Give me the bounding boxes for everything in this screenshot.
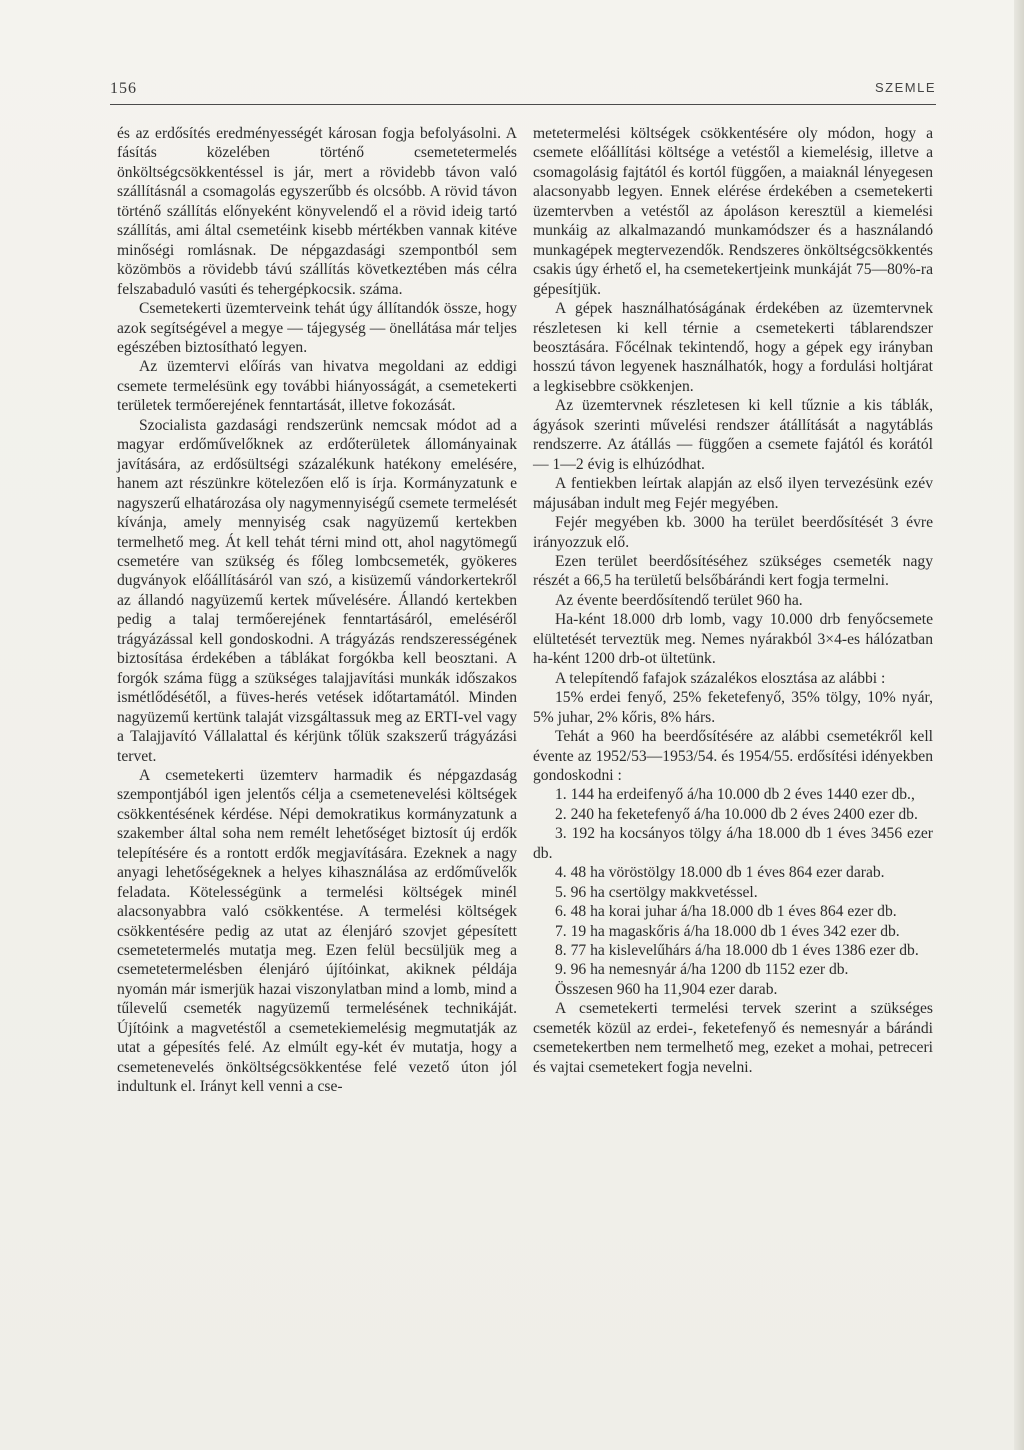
page-header — [110, 80, 936, 110]
paragraph: 8. 77 ha kislevelűhárs á/ha 18.000 db 1 éves 1386 ezer db. — [555, 942, 919, 960]
paragraph: Tehát a 960 ha beerdősítésére az alábbi csemetékről kell évente az 1952/53—1953/54. és 1954/55. erdősítési idényekben gondoskodni : — [533, 728, 933, 784]
paragraph: Csemetekerti üzemterveink tehát úgy állítandók össze, hogy azok segítségével a megye — tájegység — önellátása már teljes egészében biztosítható legyen. — [117, 300, 517, 356]
paragraph: 4. 48 ha vöröstölgy 18.000 db 1 éves 864 ezer darab. — [555, 864, 885, 882]
paragraph: A csemetekerti üzemterv harmadik és népgazdaság szempontjából igen jelentős célja a csemetenevelési költségek csökkentésének kérdése. Népi demokratikus kormányzatunk a szakember által soha nem remélt lehetőséget biztosít új erdők telepítésére és a rontott erdők megjavítására. Ezeknek a nagy anyagi lehetőségeknek a helyes kihasználása az erdőművelők feladata. Kötelességünk a termelési költségek minél alacsonyabbra való csökkentése. A termelési költségek csökkentésére pedig az utat az élenjáró szovjet gépesített csemetetermelés mutatja meg. Ezen felül becsüljük meg a csemetetermelésben élenjáró újítóinkat, akiknek példája nyomán már ismerjük hazai viszonylatban mind a lomb, mind a tűlevelű csemeték nagyüzemű termelésének technikáját. Újítóink a magvetéstől a csemetekiemelésig megmutatják az utat a gépesítés felé. Az elmúlt egy-két év mutatja, hogy a csemetenevelés önköltségcsökkentése felé vezető úton jól indultunk el. Irányt kell venni a cse- — [117, 766, 517, 1096]
right-column — [533, 124, 933, 1077]
paragraph: Összesen 960 ha 11,904 ezer darab. — [555, 980, 778, 998]
paragraph: metetermelési költségek csökkentésére oly módon, hogy a csemete előállítási költsége a vetéstől a kiemelésig, illetve a csomagolásig fajtától és kortól függően, a maiaknál lényegesen alacsonyabb legyen. Ennek elérése érdekében a csemetekerti üzemtervben a vetéstől az ápoláson keresztül a kiemelési munkáig az alkalmazandó munkamódszer és a használandó munkagépek megtervezendők. Rendszeres önköltségcsökkentés csakis úgy érhető el, ha csemetekertjeink munkáját 75—80%-ra gépesítjük. — [533, 125, 933, 298]
paragraph: Ezen terület beerdősítéséhez szükséges csemeték nagy részét a 66,5 ha területű belsőbárándi kert fogja termelni. — [533, 552, 933, 590]
paragraph: Az évente beerdősítendő terület 960 ha. — [555, 591, 803, 609]
paragraph: és az erdősítés eredményességét károsan fogja befolyásolni. A fásítás közelében történő csemetetermelés önköltségcsökkentéssel is jár, mert a rövidebb távon való szállításnál a csomagolás egyszerűbb és olcsóbb. A rövid távon történő szállítás előnyeként könyvelendő el a rövid ideig tartó szállítás, ami által csemetéink kisebb mértékben vannak kitéve minőségi romlásnak. De népgazdasági szempontból sem közömbös a rövidebb távú szállítás következtében más célra felszabaduló vasúti és tehergépkocsik. száma. — [117, 125, 517, 298]
paragraph: 7. 19 ha magaskőris á/ha 18.000 db 1 éves 342 ezer db. — [555, 922, 900, 940]
paragraph: 15% erdei fenyő, 25% feketefenyő, 35% tölgy, 10% nyár, 5% juhar, 2% kőris, 8% hárs. — [533, 689, 933, 726]
paragraph: Az üzemtervnek részletesen ki kell tűznie a kis táblák, ágyások szerinti művelési rendszer átállítását a nagytáblás rendszerre. Az átállás — függően a csemete fajától és korától — 1—2 évig is elhúzódhat. — [533, 397, 933, 473]
paragraph: Az üzemtervi előírás van hivatva megoldani az eddigi csemete termelésünk egy további hiányosságát, a csemetekerti területek termőerejének fenntartását, illetve fokozását. — [117, 358, 517, 415]
paragraph: Fejér megyében kb. 3000 ha terület beerdősítését 3 évre irányozzuk elő. — [533, 514, 933, 551]
page-number: 156 — [110, 80, 137, 97]
paragraph: 9. 96 ha nemesnyár á/ha 1200 db 1152 ezer db. — [555, 961, 849, 979]
paragraph: Ha-ként 18.000 drb lomb, vagy 10.000 drb fenyőcsemete elültetését terveztük meg. Nemes nyárakból 3×4-es hálózatban ha-ként 1200 drb-ot ültetünk. — [533, 611, 933, 668]
paragraph: 6. 48 ha korai juhar á/ha 18.000 db 1 éves 864 ezer db. — [555, 903, 897, 921]
running-head: SZEMLE — [874, 80, 936, 95]
header-rule — [110, 104, 936, 105]
page-edge-shadow — [1014, 0, 1024, 1450]
paragraph: A telepítendő fafajok százalékos elosztása az alábbi : — [555, 669, 886, 687]
paragraph: 1. 144 ha erdeifenyő á/ha 10.000 db 2 éves 1440 ezer db., — [555, 786, 915, 804]
paragraph: Szocialista gazdasági rendszerünk nemcsak módot ad a magyar erdőművelőknek az erdőterületek állományainak javítására, az erdősültségi százalékunk hatékony emelésére, hanem azt részünkre kötelezően elő is írja. Kormányzatunk e nagyszerű elhatározása oly nagymennyiségű csemete termelését kívánja, amely mennyiség csak nagyüzemű kertekben termelhető meg. Át kell tehát térni mind ott, ahol nagytömegű csemetére van szükség és főleg lombcsemeték, gyökeres dugványok előállításáról van szó, a kisüzemű vándorkertekről az állandó nagyüzemű kertek művelésére. Állandó kertekben pedig a talaj termőerejének fenntartásáról, emeléséről trágyázással kell gondoskodni. A trágyázás rendszerességének biztosítása érdekében a táblákat forgókba kell beosztani. A forgók száma függ a szükséges talajjavítási munkák időszakos ismétlődésétől, a füves-herés vetések időtartamától. Minden nagyüzemű kertünk talaját vizsgáltassuk meg az ERTI-vel vagy a Talajjavító Vállalattal és kérjünk tőlük szakszerű trágyázási tervet. — [117, 416, 517, 765]
paragraph: 5. 96 ha csertölgy makkvetéssel. — [555, 883, 758, 901]
paragraph: 3. 192 ha kocsányos tölgy á/ha 18.000 db 1 éves 3456 ezer db. — [533, 825, 933, 862]
paragraph: A gépek használhatóságának érdekében az üzemtervnek részletesen ki kell térnie a csemetekerti táblarendszer beosztására. Főcélnak tekintendő, hogy a gépek egy irányban hosszú távon legyenek használhatók, hogy a fordulási holtjárat a legkisebbre csökkenjen. — [533, 300, 933, 395]
paragraph: 2. 240 ha feketefenyő á/ha 10.000 db 2 éves 2400 ezer db. — [555, 805, 918, 823]
paragraph: A fentiekben leírtak alapján az első ilyen tervezésünk ezév májusában indult meg Fejér megyében. — [533, 475, 933, 512]
left-column — [117, 124, 517, 1097]
paragraph: A csemetekerti termelési tervek szerint a szükséges csemeték közül az erdei-, feketefenyő és nemesnyár a bárándi csemetekertben nem termelhető meg, ezeket a mohai, petreceri és vajtai csemetekert fogja nevelni. — [533, 1000, 933, 1076]
